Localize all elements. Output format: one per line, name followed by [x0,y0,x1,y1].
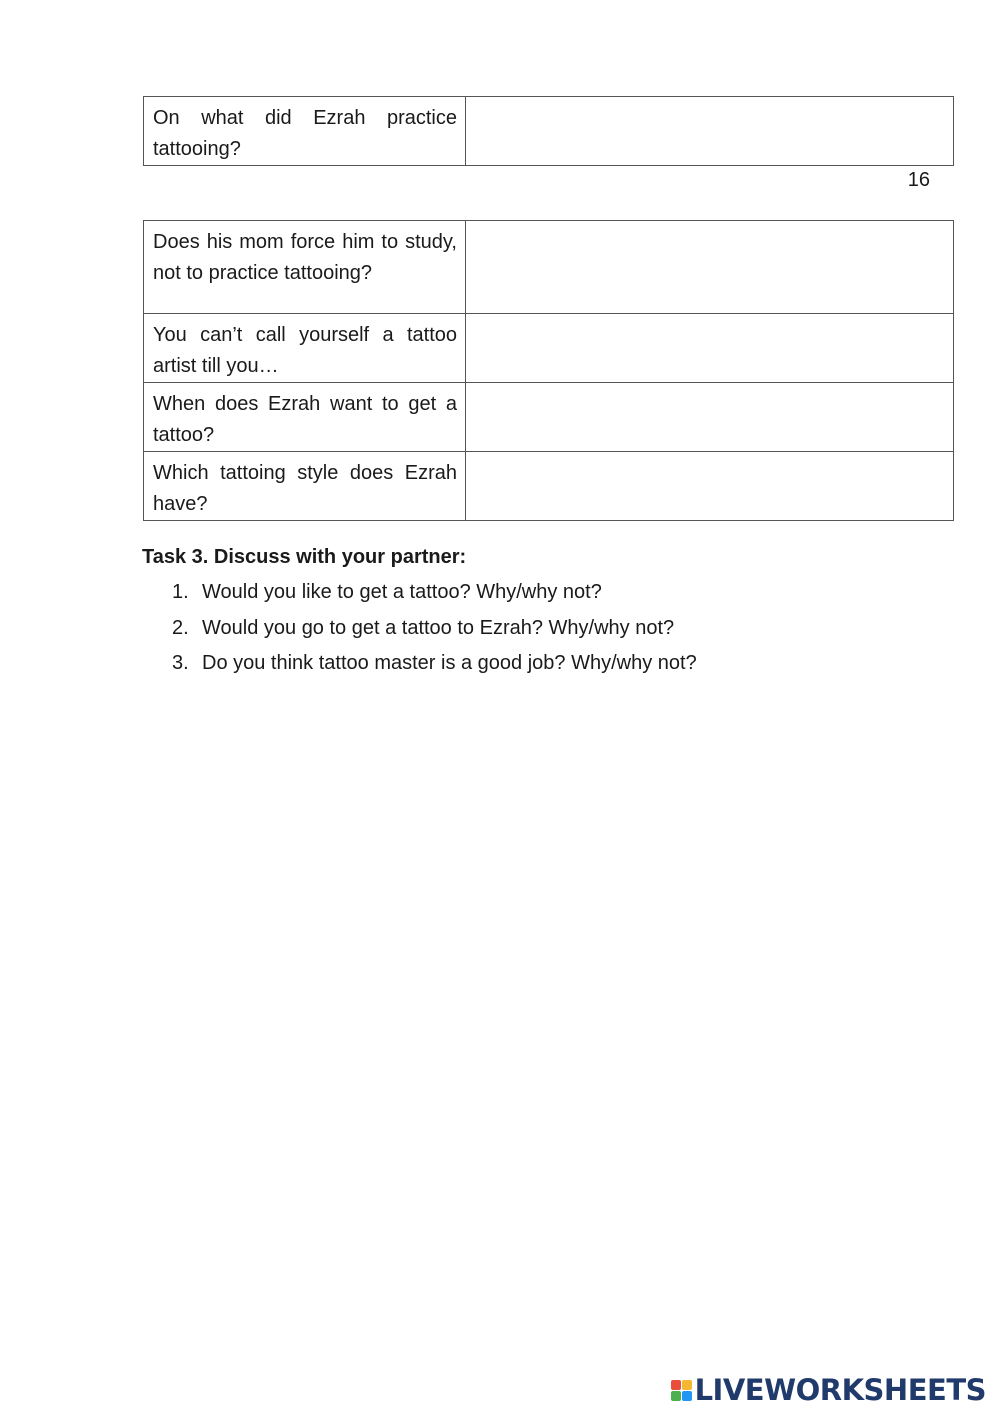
list-item-number: 3. [172,652,189,674]
list-item-number: 2. [172,616,189,639]
logo-text: LIVEWORKSHEETS [694,1373,986,1407]
answer-cell[interactable] [466,383,954,452]
question-table-2 [143,220,954,521]
question-cell: Which tattoing style does Ezrah have? [144,452,466,521]
liveworksheets-logo[interactable] [671,1370,986,1410]
page-number: 16 [907,169,930,191]
discussion-list [142,577,697,684]
liveworksheets-logo-icon [671,1380,692,1401]
answer-cell[interactable] [466,452,954,521]
list-item [142,577,697,613]
question-cell: On what did Ezrah practice tattooing? [144,97,466,166]
answer-cell[interactable] [466,314,954,383]
list-item [142,613,697,649]
question-cell: You can’t call yourself a tattoo artist till you… [144,314,466,383]
list-item-text: Do you think tattoo master is a good job? Why/why not? [202,652,697,674]
answer-cell[interactable] [466,221,954,314]
table-row [144,452,954,521]
answer-cell[interactable] [466,97,954,166]
question-cell: Does his mom force him to study, not to practice tattooing? [144,221,466,314]
table-row [144,221,954,314]
list-item-text: Would you like to get a tattoo? Why/why not? [202,581,602,603]
table-row [144,314,954,383]
list-item-text: Would you go to get a tattoo to Ezrah? Why/why not? [202,616,675,639]
table-row [144,383,954,452]
list-item [142,648,697,684]
list-item-number: 1. [172,581,189,603]
question-cell: When does Ezrah want to get a tattoo? [144,383,466,452]
question-table-1 [143,96,954,166]
task-3-heading: Task 3. Discuss with your partner: [142,546,467,568]
table-row [144,97,954,166]
